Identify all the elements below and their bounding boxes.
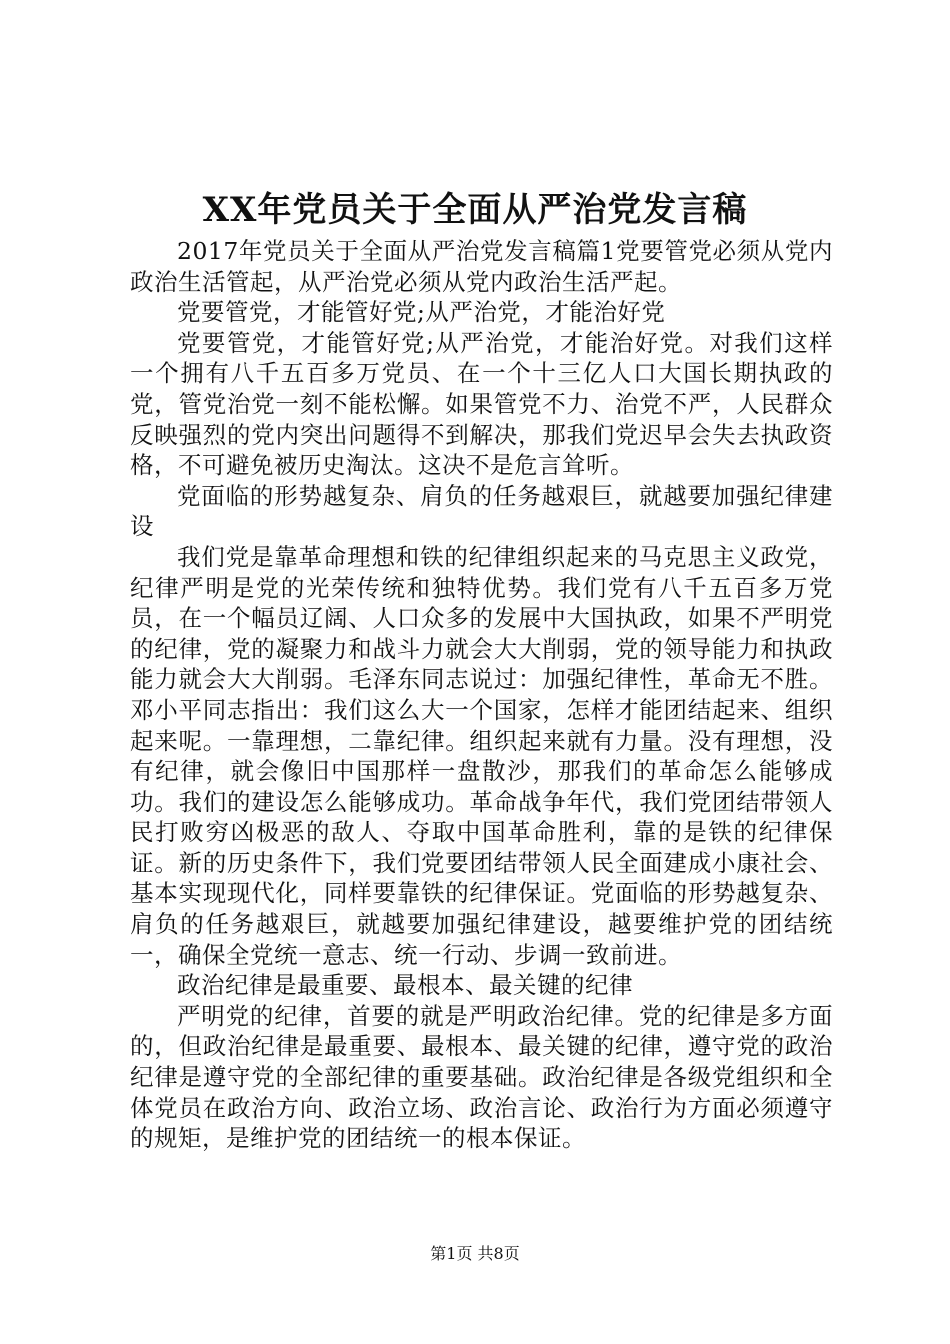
paragraph-intro: 2017年党员关于全面从严治党发言稿篇1党要管党必须从党内政治生活管起，从严治党必须从党内政治生活严起。 xyxy=(130,237,833,296)
section-heading-political-discipline: 政治纪律是最重要、最根本、最关键的纪律 xyxy=(177,971,633,1000)
section-heading-manage-party: 党要管党，才能管好党;从严治党，才能治好党 xyxy=(177,298,666,327)
page-number-footer: 第1页 共8页 xyxy=(430,1244,520,1263)
paragraph-discipline-building: 我们党是靠革命理想和铁的纪律组织起来的马克思主义政党，纪律严明是党的光荣传统和独特优势。我们党有八千五百多万党员，在一个幅员辽阔、人口众多的发展中大国执政，如果不严明党的纪律，党的凝聚力和战斗力就会大大削弱，党的领导能力和执政能力就会大大削弱。毛泽东同志说过：加强纪律性，革命无不胜。邓小平同志指出：我们这么大一个国家，怎样才能团结起来、组织起来呢。一靠理想，二靠纪律。组织起来就有力量。没有理想，没有纪律，就会像旧中国那样一盘散沙，那我们的革命怎么能够成功。我们的建设怎么能够成功。革命战争年代，我们党团结带领人民打败穷凶极恶的敌人、夺取中国革命胜利，靠的是铁的纪律保证。新的历史条件下，我们党要团结带领人民全面建成小康社会、基本实现现代化，同样要靠铁的纪律保证。党面临的形势越复杂、肩负的任务越艰巨，就越要加强纪律建设，越要维护党的团结统一，确保全党统一意志、统一行动、步调一致前进。 xyxy=(130,542,833,969)
document-title: XX年党员关于全面从严治党发言稿 xyxy=(202,190,748,230)
paragraph-manage-party: 党要管党，才能管好党;从严治党，才能治好党。对我们这样一个拥有八千五百多万党员、在一个十三亿人口大国长期执政的党，管党治党一刻不能松懈。如果管党不力、治党不严，人民群众反映强烈的党内突出问题得不到解决，那我们党迟早会失去执政资格，不可避免被历史淘汰。这决不是危言耸听。 xyxy=(130,328,833,480)
section-heading-discipline-building: 党面临的形势越复杂、肩负的任务越艰巨，就越要加强纪律建设 xyxy=(130,481,833,541)
paragraph-political-discipline: 严明党的纪律，首要的就是严明政治纪律。党的纪律是多方面的，但政治纪律是最重要、最根本、最关键的纪律，遵守党的政治纪律是遵守党的全部纪律的重要基础。政治纪律是各级党组织和全体党员在政治方向、政治立场、政治言论、政治行为方面必须遵守的规矩，是维护党的团结统一的根本保证。 xyxy=(130,1001,833,1153)
document-body xyxy=(130,236,833,1154)
